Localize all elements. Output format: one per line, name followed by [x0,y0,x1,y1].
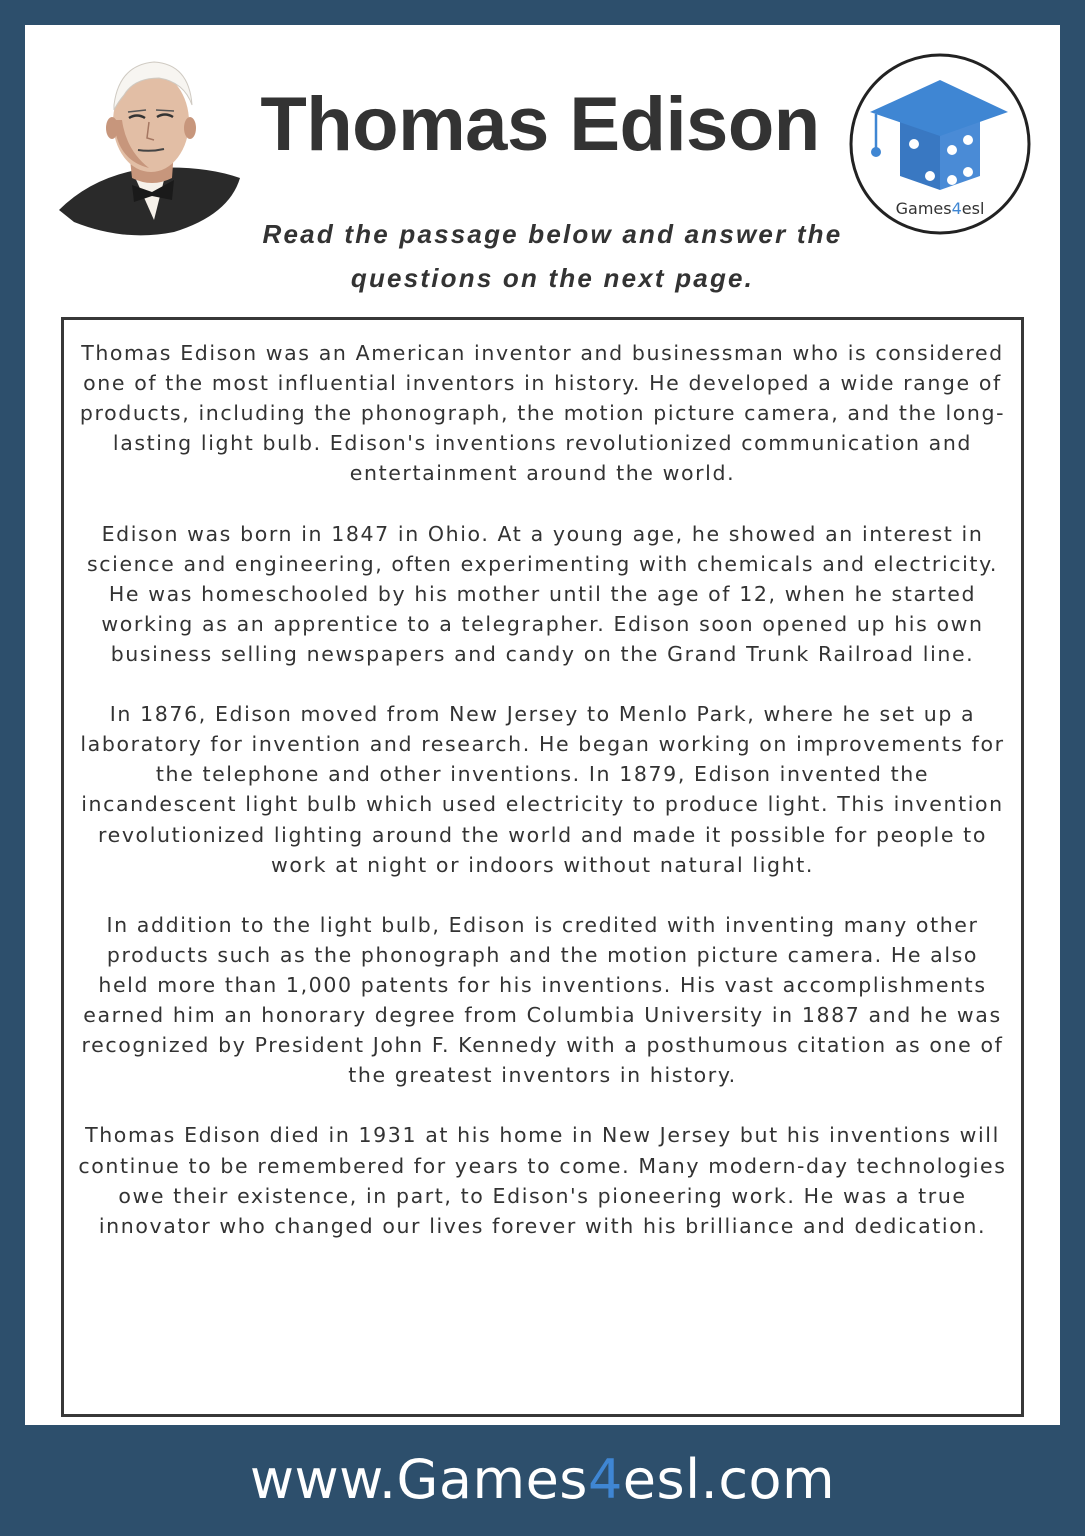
instructions: Read the passage below and answer the questions on the next page. [262,219,843,293]
passage-paragraph-3: In 1876, Edison moved from New Jersey to Menlo Park, where he set up a laboratory for invention and research. He began working on improvements for the telephone and other inventions. In 1879, Edison invented the incandescent light bulb which used electricity to produce light. This invention revolutionized lighting around the world and made it possible for people to work at night or indoors without natural light. [80,702,1005,877]
reading-passage-box [61,317,1024,1417]
passage-paragraph-1: Thomas Edison was an American inventor and businessman who is considered one of the most influential inventors in history. He developed a wide range of products, including the phonograph, the motion picture camera, and the long-lasting light bulb. Edison's inventions revolutionized communication and entertainment around the world. [79,341,1006,486]
passage-paragraph-2: Edison was born in 1847 in Ohio. At a young age, he showed an interest in science and engineering, often experimenting with chemicals and electricity. He was homeschooled by his mother until the age of 12, when he started working as an apprentice to a telegrapher. Edison soon opened up his own business selling newspapers and candy on the Grand Trunk Railroad line. [87,521,998,666]
reading-passage [78,338,1007,1271]
logo-label-four: 4 [951,199,962,218]
page-title: Thomas Edison [260,82,820,167]
logo-label-games: Games [895,199,952,218]
footer-url-prefix: www.Games [249,1448,588,1511]
svg-text:Games4esl [896,199,985,218]
logo-label-esl: esl [961,199,985,218]
footer-url-suffix: esl.com [622,1448,836,1511]
passage-paragraph-4: In addition to the light bulb, Edison is credited with inventing many other products such as the phonograph and the motion picture camera. He also held more than 1,000 patents for his inventions. His vast accomplishments earned him an honorary degree from Columbia University in 1887 and he was recognized by President John F. Kennedy with a posthumous citation as one of the greatest inventors in history. [81,912,1004,1088]
footer-website-url [0,1445,1085,1515]
games4esl-logo-icon [848,52,1032,236]
passage-paragraph-5: Thomas Edison died in 1931 at his home in New Jersey but his inventions will continue to be remembered for years to come. Many modern-day technologies owe their existence, in part, to Edison's pioneering work. He was a true innovator who changed our lives forever with his brilliance and dedication. [78,1123,1007,1238]
footer-url-accent: 4 [587,1448,623,1511]
